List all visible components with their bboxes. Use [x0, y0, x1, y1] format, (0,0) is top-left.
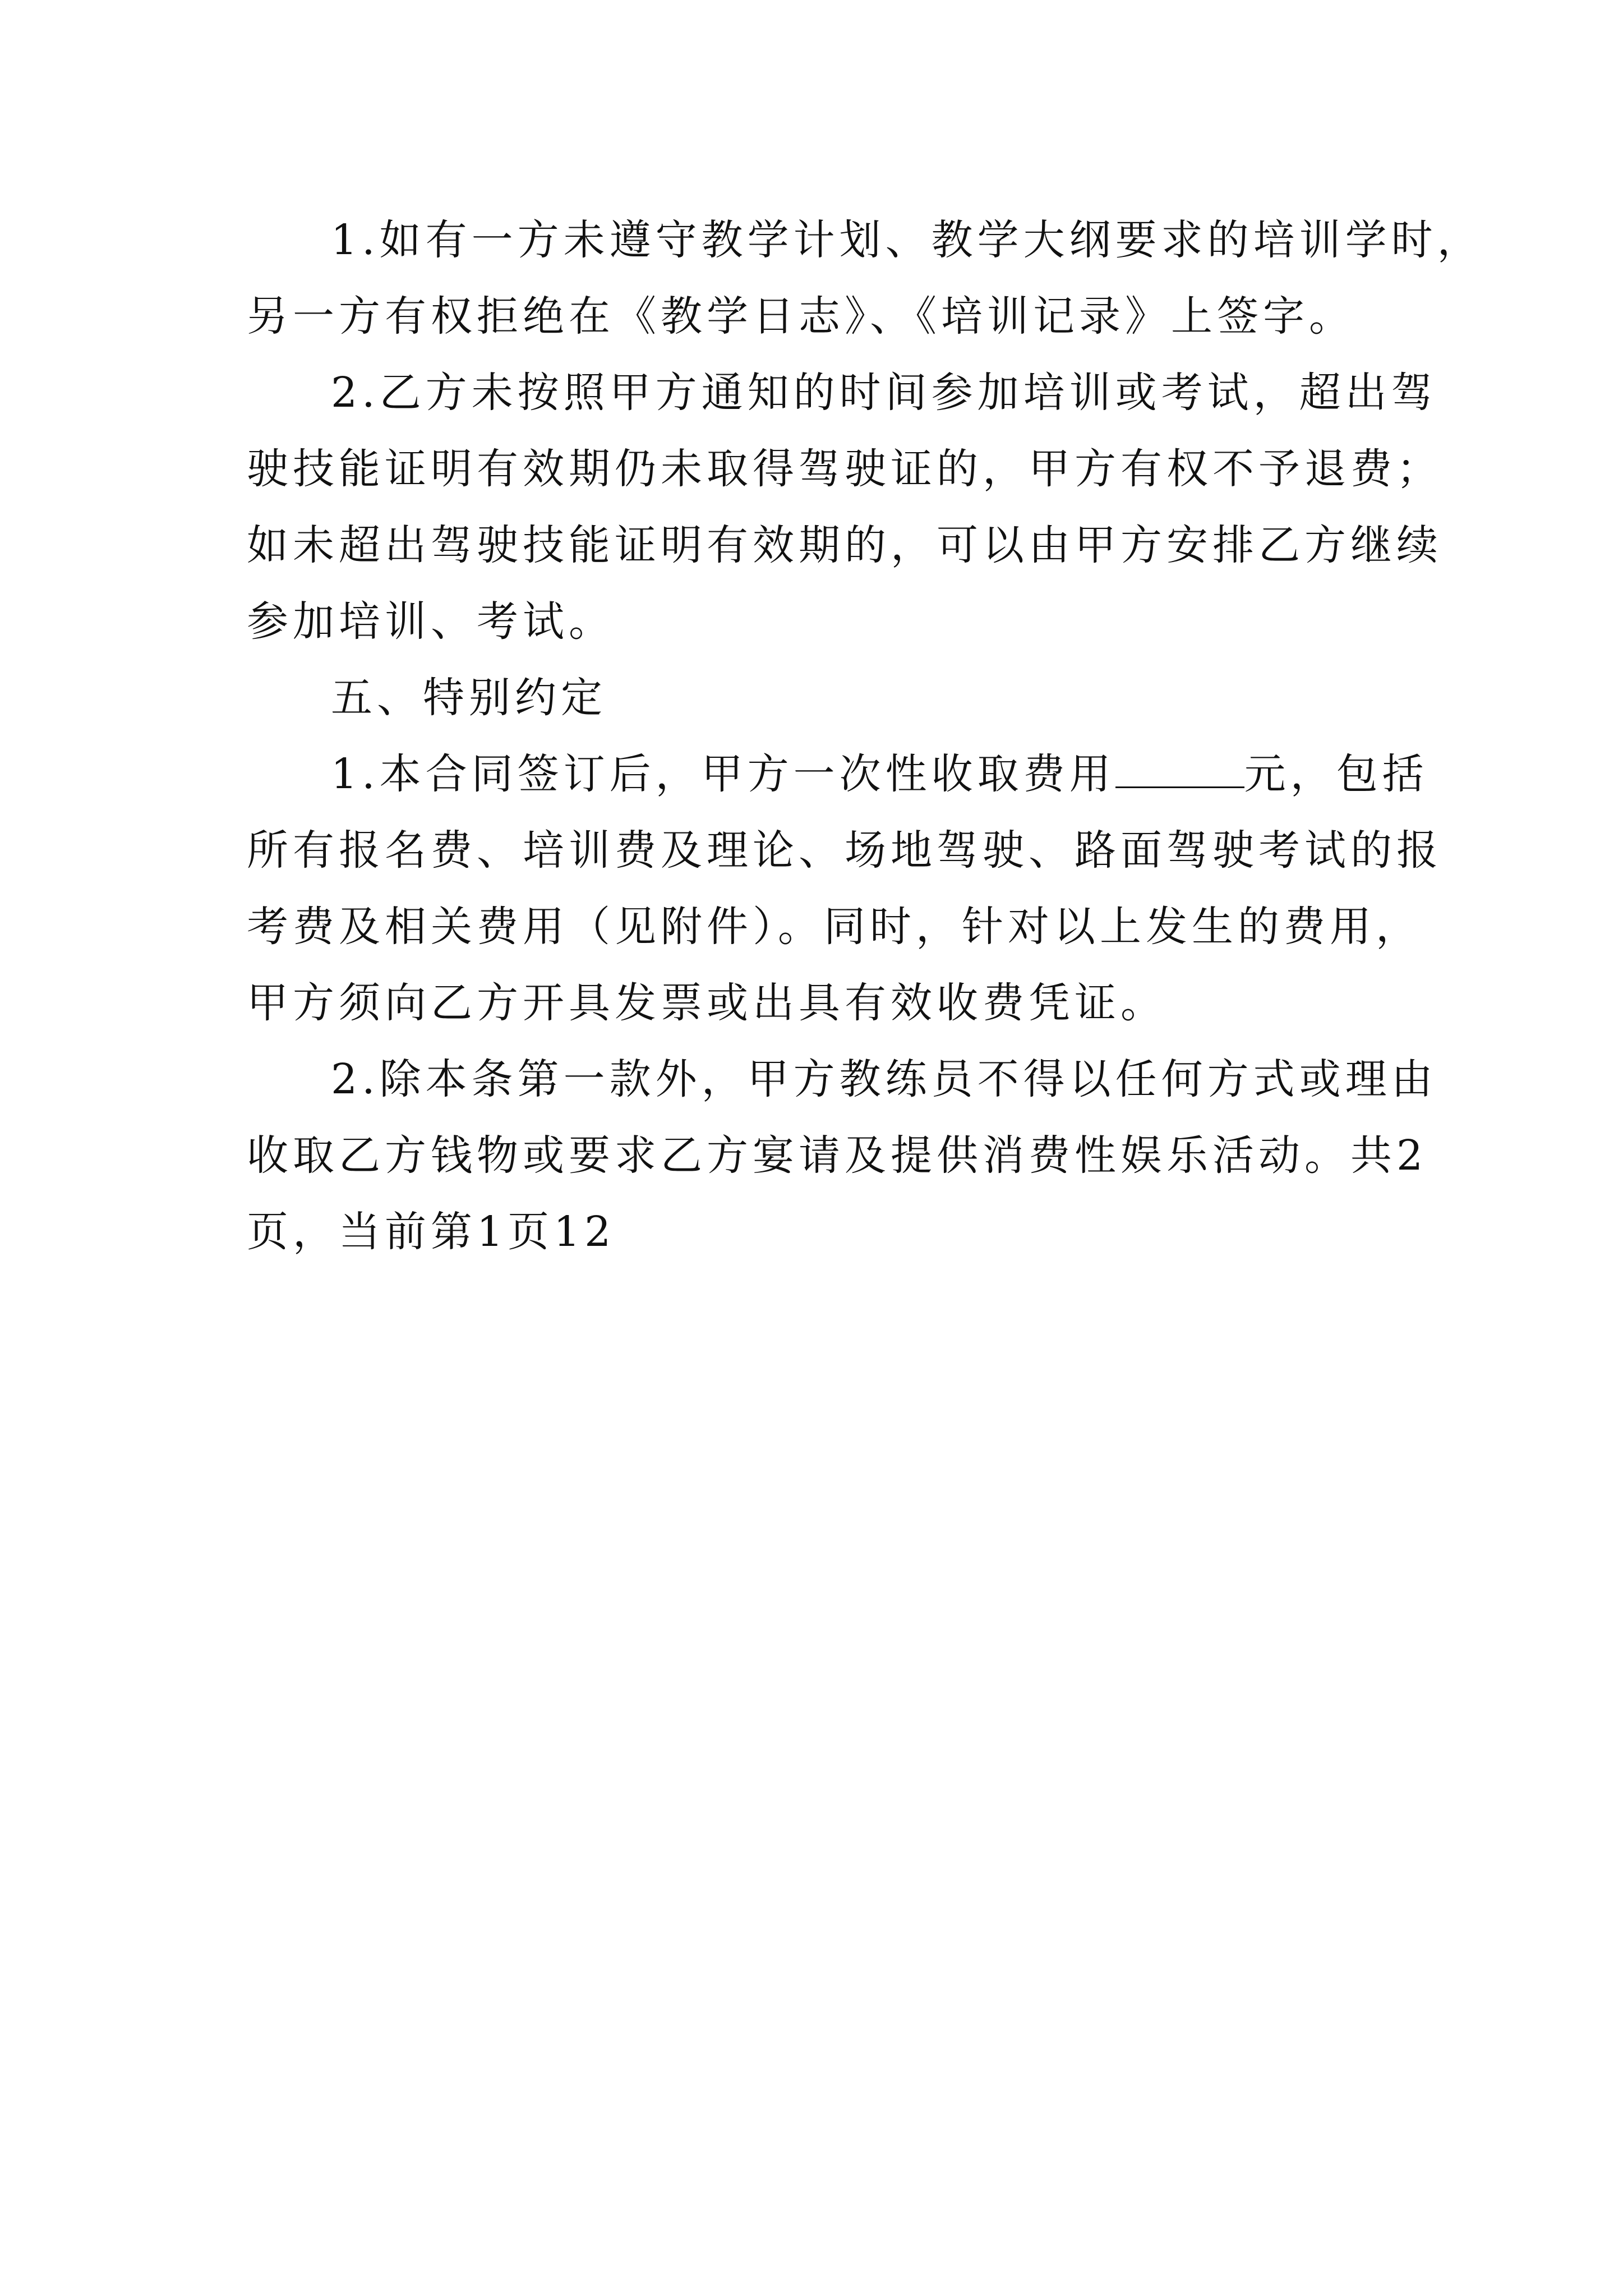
- clause-5-item-2-line-3: 页，当前第1页12: [247, 1208, 616, 1256]
- clause-5-item-1-line-2: 所有报名费、培训费及理论、场地驾驶、路面驾驶考试的报: [247, 826, 1442, 875]
- clause-5-item-1-line-3: 考费及相关费用（见附件）。同时，针对以上发生的费用，: [247, 903, 1422, 951]
- section-5-heading: 五、特别约定: [331, 674, 607, 722]
- clause-4-item-2-line-4: 参加培训、考试。: [247, 597, 615, 646]
- clause-5-item-2-line-1: 2.除本条第一款外，甲方教练员不得以任何方式或理由: [331, 1055, 1437, 1103]
- document-body: [247, 202, 1483, 1270]
- clause-4-item-1-line-1: 1.如有一方未遵守教学计划、教学大纲要求的培训学时，: [331, 216, 1483, 264]
- clause-5-item-1-text-after-blank: 元，包括: [1244, 750, 1428, 798]
- clause-5-item-1-text-before-blank: 1.本合同签订后，甲方一次性收取费用: [331, 750, 1115, 798]
- clause-4-item-1-line-2: 另一方有权拒绝在《教学日志》、《培训记录》上签字。: [247, 292, 1355, 341]
- clause-5-item-1-line-1: [247, 736, 1428, 812]
- clause-4-item-2-line-1: 2.乙方未按照甲方通知的时间参加培训或考试，超出驾: [331, 369, 1437, 417]
- clause-4-item-2-line-2: 驶技能证明有效期仍未取得驾驶证的，甲方有权不予退费；: [247, 445, 1442, 493]
- clause-4-item-2-line-3: 如未超出驾驶技能证明有效期的，可以由甲方安排乙方继续: [247, 521, 1442, 569]
- fee-amount-blank: [1115, 749, 1244, 788]
- clause-5-item-1-line-4: 甲方须向乙方开具发票或出具有效收费凭证。: [247, 979, 1166, 1027]
- clause-5-item-2-line-2: 收取乙方钱物或要求乙方宴请及提供消费性娱乐活动。共2: [247, 1131, 1428, 1180]
